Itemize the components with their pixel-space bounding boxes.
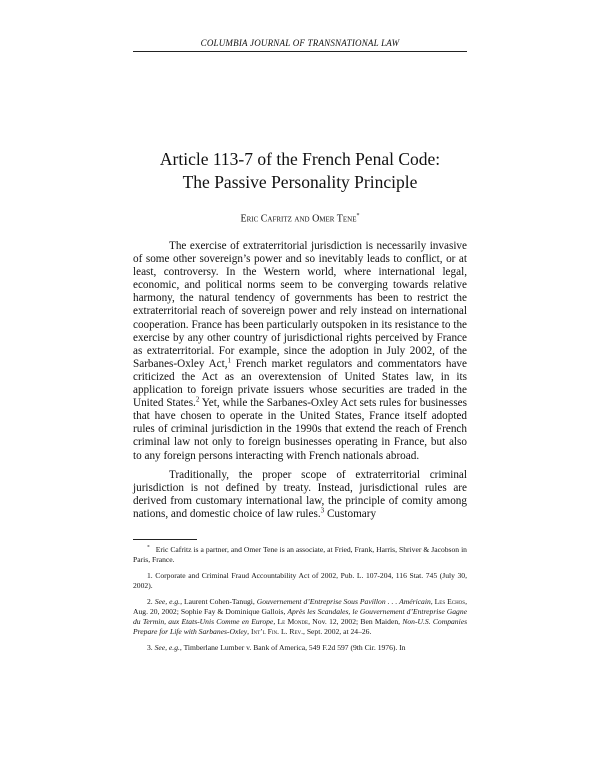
- footnote-2-title-3: Non-U.S. Companies Prepare for Life with Sarbanes-Oxley: [133, 617, 468, 636]
- footnote-1: [133, 571, 467, 591]
- footnote-2-title-1: Gouvernement d’Entreprise Sous Pavillon . . . Américain: [256, 597, 431, 606]
- author-footnote-marker: *: [356, 213, 360, 219]
- footnote-3-number: 3.: [147, 643, 155, 652]
- footnote-star: [133, 545, 467, 565]
- footnotes: [133, 545, 467, 659]
- footnote-2-t7: , Sept. 2002, at 24–26.: [303, 627, 372, 636]
- footnote-ref-3: 3: [320, 506, 325, 515]
- paragraph-2-text-b: Customary: [324, 507, 377, 520]
- footnote-2: [133, 597, 467, 637]
- footnote-2-source-3: Int’l Fin. L. Rev.: [250, 627, 304, 636]
- author-names: Eric Cafritz and Omer Tene: [240, 213, 357, 225]
- header-rule: [133, 51, 467, 52]
- footnote-2-see: See, e.g.: [154, 597, 181, 606]
- footnote-2-title-2: Après les Scandales, le Gouvernement d’Entreprise Gagne du Termin, aux Etats-Unis Comme en Europe: [133, 607, 467, 626]
- footnote-2-t2: ,: [430, 597, 435, 606]
- footnote-2-source-2: Le Monde: [277, 617, 309, 626]
- article-title-line-1: Article 113-7 of the French Penal Code:: [159, 149, 441, 169]
- footnote-ref-1: 1: [227, 356, 232, 365]
- article-title: [133, 148, 467, 194]
- article-authors: [133, 213, 467, 224]
- article-body: [133, 240, 467, 527]
- article-title-line-2: The Passive Personality Principle: [182, 172, 418, 192]
- footnote-rule: [133, 539, 197, 540]
- footnote-ref-2: 2: [195, 395, 200, 404]
- footnote-2-t1: , Laurent Cohen-Tanugi,: [180, 597, 257, 606]
- body-paragraph-2: [133, 469, 467, 521]
- paragraph-1-text-a: The exercise of extraterritorial jurisdiction is necessarily invasive of some other sovereign’s power and so inevitably leads to conflict, or at least, controversy. In the Western world, where international legal, economic, and political norms seem to be converging towards relative harmony, the natural tendency of governments has been to restrict the extraterritorial reach of sovereign power and rely instead on international cooperation. France has been particularly outspoken in its resistance to the exercise by any other country of jurisdictional rights perceived by France as extraterritorial. For example, since the adoption in July 2002, of the Sarbanes-Oxley Act,: [133, 240, 467, 370]
- footnote-2-t4: ,: [273, 617, 278, 626]
- paragraph-1-text-c: Yet, while the Sarbanes-Oxley Act sets rules for businesses that have chosen to operate in the United States, France itself adopted rules of criminal jurisdiction in the 1990s that extend the reach of French criminal law not only to foreign businesses operating in France, but also to any foreign persons interacting with French nationals abroad.: [133, 397, 467, 462]
- running-head: COLUMBIA JOURNAL OF TRANSNATIONAL LAW: [200, 38, 400, 48]
- footnote-2-t6: ,: [247, 627, 251, 636]
- footnote-3-see: See, e.g.: [154, 643, 180, 652]
- footnote-3-t1: , Timberlane Lumber v. Bank of America, 549 F.2d 597 (9th Cir. 1976). In: [179, 643, 406, 652]
- footnote-1-text: 1. Corporate and Criminal Fraud Accountability Act of 2002, Pub. L. 107-204, 116 Stat. 745 (July 30, 2002).: [133, 571, 467, 590]
- footnote-2-t3: , Aug. 20, 2002; Sophie Fay & Dominique Gallois,: [133, 597, 467, 616]
- footnote-2-t5: , Nov. 12, 2002; Ben Maiden,: [308, 617, 403, 626]
- footnote-star-text: Eric Cafritz is a partner, and Omer Tene is an associate, at Fried, Frank, Harris, Shriver & Jacobson in Paris, France.: [133, 545, 467, 564]
- paragraph-2-text-a: Traditionally, the proper scope of extraterritorial criminal jurisdiction is not defined by treaty. Instead, jurisdictional rules are derived from customary international law, the principle of comity among nations, and domestic choice of law rules.: [133, 468, 467, 520]
- body-paragraph-1: [133, 240, 467, 463]
- paragraph-1-text-b: French market regulators and commentators have criticized the Act as an overextension of United States law, in its application to foreign private issuers whose securities are traded in the United States.: [133, 357, 467, 410]
- footnote-2-number: 2.: [147, 597, 155, 606]
- footnote-2-source-1: Les Echos: [434, 597, 466, 606]
- footnote-3: [133, 643, 467, 653]
- footnote-star-marker: *: [147, 544, 150, 551]
